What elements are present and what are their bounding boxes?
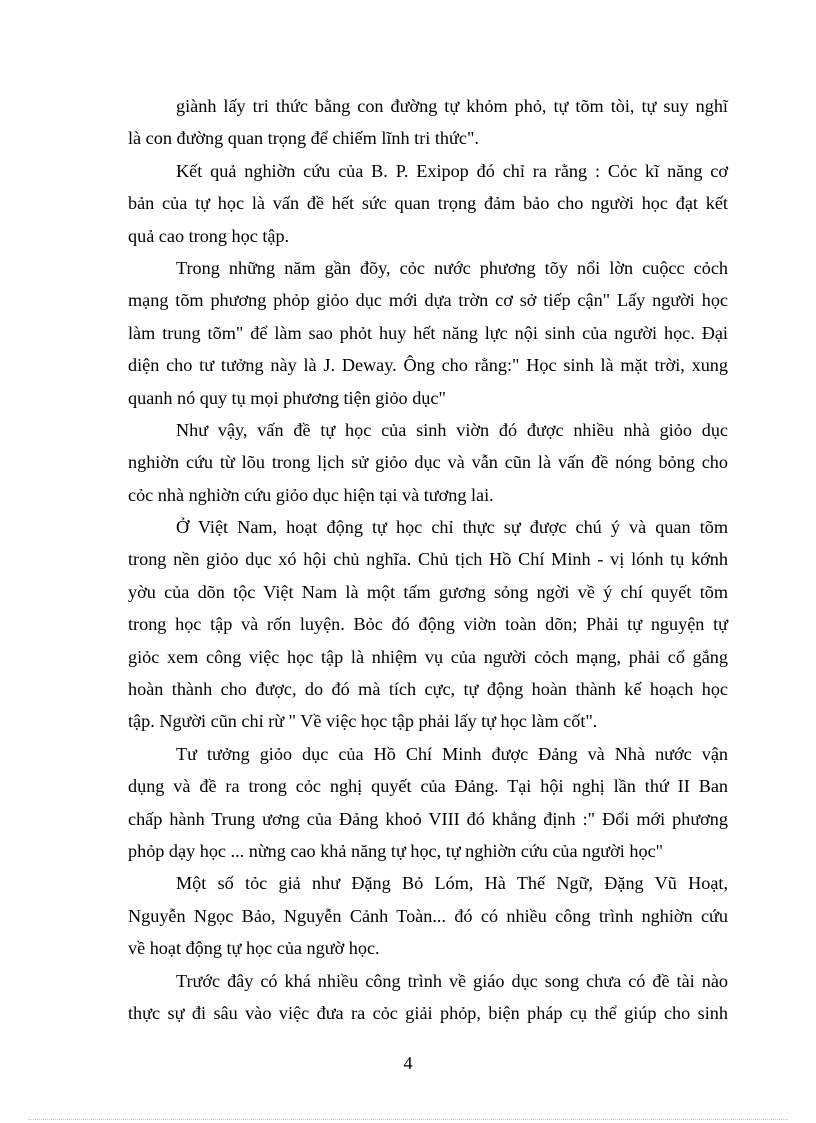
text-line: trong học tập và rốn luyện. Bỏc đó động viờn toàn dõn; Phải tự nguyện tự	[128, 614, 728, 635]
text-line: Trước đây có khá nhiều công trình về giáo dục song chưa có đề tài nào	[176, 970, 728, 991]
text-line: giỏc xem công việc học tập là nhiệm vụ của người cỏch mạng, phải cố gắng	[128, 646, 728, 667]
text-line: Trong những năm gần đõy, cỏc nước phương tõy nổi lờn cuộcc cỏch	[176, 257, 728, 278]
text-line: quanh nó quy tụ mọi phương tiện giỏo dục"	[128, 387, 446, 408]
text-line: Ở Việt Nam, hoạt động tự học chỉ thực sự được chú ý và quan tõm	[176, 517, 728, 538]
text-line: yờu của dõn tộc Việt Nam là một tấm gương sỏng ngời về ý chí quyết tõm	[128, 581, 728, 602]
text-line: Tư tưởng giỏo dục của Hồ Chí Minh được Đảng và Nhà nước vận	[176, 743, 728, 764]
text-line: chấp hành Trung ương của Đảng khoỏ VIII đó khẳng định :" Đổi mới phương	[128, 808, 728, 829]
text-line: diện cho tư tưởng này là J. Deway. Ông cho rằng:" Học sinh là mặt trời, xung	[128, 355, 728, 376]
text-line: Như vậy, vấn đề tự học của sinh viờn đó được nhiều nhà giỏo dục	[176, 419, 728, 440]
text-line: dụng và đề ra trong cỏc nghị quyết của Đảng. Tại hội nghị lần thứ II Ban	[128, 776, 728, 797]
text-line: Một số tỏc giả như Đặng Bỏ Lóm, Hà Thế Ngữ, Đặng Vũ Hoạt,	[176, 873, 728, 894]
text-line: làm trung tõm" để làm sao phỏt huy hết năng lực nội sinh của người học. Đại	[128, 322, 728, 343]
text-line: cỏc nhà nghiờn cứu giỏo dục hiện tại và tương lai.	[128, 484, 494, 505]
text-line: tập. Người cũn chỉ rừ " Về việc học tập phải lấy tự học làm cốt".	[128, 711, 598, 732]
body-text	[128, 90, 728, 1029]
text-line: quả cao trong học tập.	[128, 225, 290, 246]
text-line: nghiờn cứu từ lõu trong lịch sử giỏo dục và vẫn cũn là vấn đề nóng bỏng cho	[128, 452, 728, 473]
text-line: là con đường quan trọng để chiếm lĩnh tri thức".	[128, 128, 479, 149]
text-line: phỏp dạy học ... nừng cao khả năng tự học, tự nghiờn cứu của người học"	[128, 840, 664, 861]
page-bottom-divider	[28, 1119, 788, 1120]
text-line: Kết quả nghiờn cứu của B. P. Exipop đó chỉ ra rằng : Cỏc kĩ năng cơ	[176, 160, 728, 181]
text-line: mạng tõm phương phỏp giỏo dục mới dựa trờn cơ sở tiếp cận" Lấy người học	[128, 290, 728, 311]
text-line: Nguyễn Ngọc Bảo, Nguyễn Cảnh Toàn... đó có nhiều công trình nghiờn cứu	[128, 905, 728, 926]
text-line: bản của tự học là vấn đề hết sức quan trọng đảm bảo cho người học đạt kết	[128, 193, 728, 214]
text-line: giành lấy tri thức bằng con đường tự khỏm phỏ, tự tõm tòi, tự suy nghĩ	[176, 96, 728, 116]
text-line: trong nền giỏo dục xó hội chủ nghĩa. Chủ tịch Hồ Chí Minh - vị lónh tụ kớnh	[128, 549, 728, 570]
text-line: thực sự đi sâu vào việc đưa ra cỏc giải phỏp, biện pháp cụ thể giúp cho sinh	[128, 1002, 728, 1023]
page-number: 4	[403, 1053, 413, 1073]
text-line: về hoạt động tự học của ngườ học.	[128, 938, 380, 959]
text-line: hoàn thành cho được, do đó mà tích cực, tự động hoàn thành kế hoạch học	[128, 679, 728, 700]
